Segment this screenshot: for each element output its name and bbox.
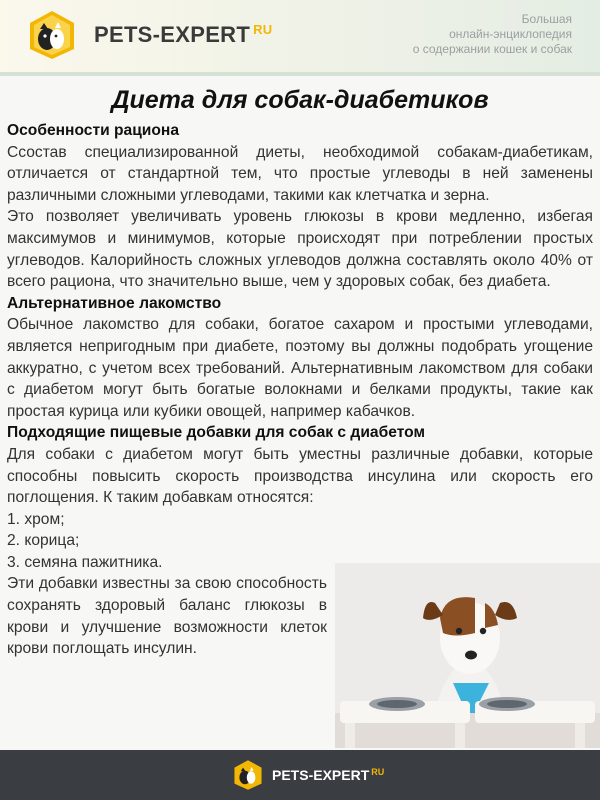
section-heading-diet: Особенности рациона: [7, 122, 180, 139]
dog-photo: [335, 563, 600, 748]
dog-illustration-icon: [335, 563, 600, 748]
tagline-line-1: Большая: [521, 12, 572, 26]
site-tagline: [413, 12, 572, 57]
pets-logo-icon[interactable]: [232, 759, 264, 791]
paragraph: Для собаки с диабетом могут быть уместны различные добавки, которые способны повысить скорость производства инсулина или скорость его поглощения. К таким добавкам относятся:: [7, 445, 593, 507]
paragraph: Обычное лакомство для собаки, богатое сахаром и простыми углеводами, является непригодным при диабете, поэтому вы должны подобрать угощение аккуратно, с учетом всех требований. Альтернативным лакомством для собаки с диабетом могут быть богатые волокнами и белками продукты, такие как простая курица или кубики овощей, например кабачков.: [7, 316, 593, 420]
list-item: 3. семяна пажитника.: [7, 553, 163, 571]
site-footer: [0, 750, 600, 800]
list-item: 1. хром;: [7, 510, 65, 528]
footer-brand-suffix: RU: [371, 767, 385, 777]
tagline-line-3: о содержании кошек и собак: [412, 42, 572, 56]
section-heading-supplements: Подходящие пищевые добавки для собак с диабетом: [7, 424, 425, 442]
paragraph: Ссостав специализированной диеты, необходимой собакам-диабетикам, отличается от стандартной тем, что простые углеводы в ней заменены различными сложными углеводами, такими как клетчатка и зерна.: [7, 143, 593, 204]
tagline-line-2: онлайн-энциклопедия: [449, 27, 572, 41]
supplements-list: [7, 509, 327, 660]
brand-suffix: RU: [253, 22, 273, 37]
brand-text: PETS-EXPERT: [94, 22, 251, 47]
pets-logo-icon[interactable]: [26, 9, 78, 61]
page-title: Диета для собак-диабетиков: [111, 86, 489, 114]
brand-name[interactable]: [94, 22, 273, 48]
list-item: 2. корица;: [7, 532, 80, 550]
section-heading-treats: Альтернативное лакомство: [7, 294, 222, 312]
site-header: [0, 0, 600, 76]
footer-brand-text: PETS-EXPERT: [272, 767, 370, 783]
footer-brand[interactable]: [272, 767, 384, 783]
paragraph: Это позволяет увеличивать уровень глюкозы в крови медленно, избегая максимумов и минимумов, которые происходят при потреблении простых углеводов. Калорийность сложных углеводов должна составлять около 40% от всего рациона, что значительно выше, чем у здоровых собак, без диабета.: [7, 208, 593, 291]
paragraph: Эти добавки известны за свою способность сохранять здоровый баланс глюкозы в крови и улучшение возможности клеток крови поглощать инсулин.: [7, 575, 327, 658]
